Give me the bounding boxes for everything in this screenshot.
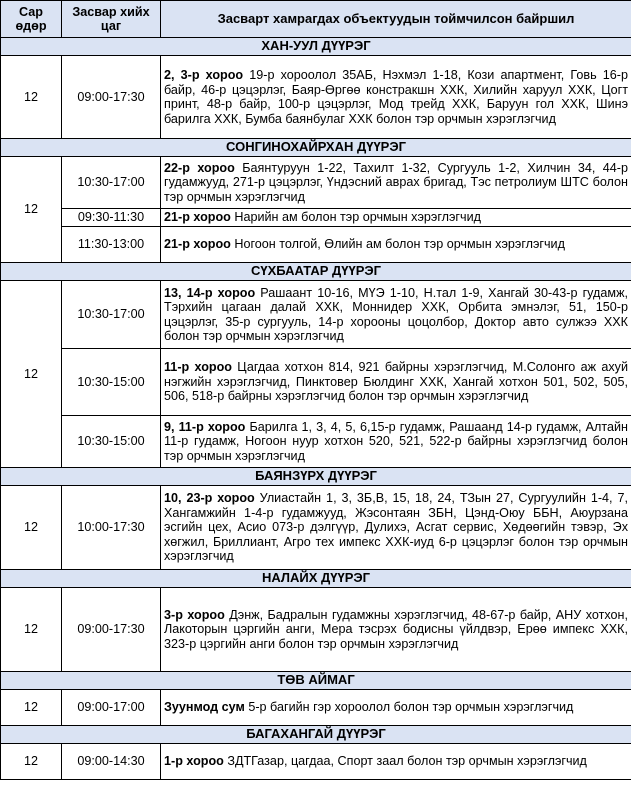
location-cell: [161, 227, 631, 263]
location-cell: [161, 349, 631, 416]
location-details: Барилга 1, 3, 4, 5, 6,15-р гудамж, Рашаанд 14-р гудамж, Алтайн 11-р гудамж, Ногоон нуур хотхон 520, 521, 522-р байрны хэрэглэгчид болон тэр орчмын хэрэглэгчид: [164, 419, 628, 463]
time-cell: 09:00-17:30: [62, 588, 161, 672]
district-header-row: [1, 139, 631, 157]
khoroo-label: 1-р хороо: [164, 754, 224, 769]
day-cell: 12: [1, 486, 62, 570]
time-cell: 09:00-14:30: [62, 744, 161, 780]
day-cell: 12: [1, 157, 62, 263]
day-cell: 12: [1, 588, 62, 672]
khoroo-label: 21-р хороо: [164, 210, 231, 225]
table-row: [1, 744, 631, 780]
table-header-row: [1, 1, 631, 38]
khoroo-label: 2, 3-р хороо: [164, 68, 244, 82]
location-details: Нарийн ам болон тэр орчмын хэрэглэгчид: [230, 210, 481, 225]
time-cell: 09:00-17:00: [62, 690, 161, 726]
table-row: [1, 588, 631, 672]
location-cell: [161, 209, 631, 227]
khoroo-label: 9, 11-р хороо: [164, 419, 246, 434]
district-name: НАЛАЙХ ДҮҮРЭГ: [1, 570, 631, 588]
district-name: ТӨВ АЙМАГ: [1, 672, 631, 690]
district-header-row: [1, 38, 631, 56]
location-cell: [161, 588, 631, 672]
table-row: [1, 209, 631, 227]
khoroo-label: 13, 14-р хороо: [164, 285, 256, 300]
district-header-row: [1, 570, 631, 588]
khoroo-label: 22-р хороо: [164, 160, 235, 175]
district-name: СҮХБААТАР ДҮҮРЭГ: [1, 263, 631, 281]
district-header-row: [1, 263, 631, 281]
location-details: Рашаант 10-16, МҮЭ 1-10, Н.тал 1-9, Хангай 30-43-р гудамж, Тэрхийн цагаан далай ХХК, Моннидер ХХК, Орбита эмнэлэг, 51, 150-р цэцэрлэг, 35-р сургууль, 14-р хорооны цоцолбор, Доктор авто сулжээ ХХК болон тэр орчмын хэрэглэгчид: [164, 285, 628, 343]
district-name: СОНГИНОХАЙРХАН ДҮҮРЭГ: [1, 139, 631, 157]
location-details: Баянтуруун 1-22, Тахилт 1-32, Сургууль 1-2, Хилчин 34, 44-р гудамжууд, 271-р цэцэрлэг, Үндэсний аврах бригад, Тэс петролиум ШТС болон тэр орчмын хэрэглэгчид: [164, 160, 629, 204]
table-row: [1, 227, 631, 263]
time-cell: 10:30-15:00: [62, 416, 161, 468]
location-cell: [161, 416, 631, 468]
khoroo-label: 21-р хороо: [164, 237, 231, 252]
location-details: Ногоон толгой, Өлийн ам болон тэр орчмын хэрэглэгчид: [230, 237, 565, 252]
header-time: Засвар хийх цаг: [62, 1, 161, 38]
district-name: БАГАХАНГАЙ ДҮҮРЭГ: [1, 726, 631, 744]
header-day: Сар өдөр: [1, 1, 62, 38]
time-cell: 10:30-17:00: [62, 157, 161, 209]
location-cell: [161, 157, 631, 209]
district-header-row: [1, 672, 631, 690]
table-row: [1, 486, 631, 570]
time-cell: 11:30-13:00: [62, 227, 161, 263]
district-header-row: [1, 726, 631, 744]
day-cell: 12: [1, 281, 62, 468]
table-row: [1, 56, 631, 139]
location-cell: [161, 744, 631, 780]
khoroo-label: Зуунмод сум: [164, 700, 245, 715]
location-details: Дэнж, Бадралын гудамжны хэрэглэгчид, 48-67-р байр, АНУ хотхон, Лакоторын цэргийн анги, Мера тэсрэх бодисны үйлдвэр, Ерөө импекс ХХК, 323-р цэргийн анги болон тэр орчмын хэрэглэгчид: [164, 607, 628, 651]
district-header-row: [1, 468, 631, 486]
location-cell: [161, 690, 631, 726]
time-cell: 09:30-11:30: [62, 209, 161, 227]
table-body: [1, 38, 631, 780]
location-details: 19-р хороолол 35АБ, Нэхмэл 1-18, Кози апартмент, Говь 16-р байр, 46-р цэцэрлэг, Баяр-Өргөө констракшн ХХК, Хилийн харуул ХХК, Цогт принт, 48-р байр, 100-р цэцэрлэг, Мод трейд ХХК, Баруун гол ХХК, Шинэ барилга ХХК, Бумба баянбулаг ХХК болон тэр орчмын хэрэглэгчид: [164, 68, 629, 126]
location-details: ЗДТГазар, цагдаа, Спорт заал болон тэр орчмын хэрэглэгчид: [223, 754, 587, 769]
table-row: [1, 157, 631, 209]
time-cell: 10:00-17:30: [62, 486, 161, 570]
time-cell: 10:30-17:00: [62, 281, 161, 349]
khoroo-label: 11-р хороо: [164, 360, 232, 375]
district-name: БАЯНЗҮРХ ДҮҮРЭГ: [1, 468, 631, 486]
location-details: Цагдаа хотхон 814, 921 байрны хэрэглэгчид, М.Солонго аж ахуй нэгжийн хэрэглэгчид, Пинктовер Бюлдинг ХХК, Хангай хотхон 501, 502, 505, 506, 518-р байрны хэрэглэгчид болон тэр орчмын хэрэглэгчид: [164, 360, 628, 404]
header-location: Засварт хамрагдах объектуудын тоймчилсон байршил: [161, 1, 631, 38]
khoroo-label: 3-р хороо: [164, 607, 225, 622]
location-details: 5-р багийн гэр хороолол болон тэр орчмын хэрэглэгчид: [244, 700, 574, 715]
table-row: [1, 416, 631, 468]
location-cell: [161, 486, 631, 570]
khoroo-label: 10, 23-р хороо: [164, 491, 255, 506]
location-cell: [161, 56, 631, 139]
time-cell: 10:30-15:00: [62, 349, 161, 416]
location-cell: [161, 281, 631, 349]
day-cell: 12: [1, 744, 62, 780]
district-name: ХАН-УУЛ ДҮҮРЭГ: [1, 38, 631, 56]
day-cell: 12: [1, 690, 62, 726]
table-row: [1, 349, 631, 416]
day-cell: 12: [1, 56, 62, 139]
time-cell: 09:00-17:30: [62, 56, 161, 139]
table-row: [1, 690, 631, 726]
location-details: Улиастайн 1, 3, 3Б,В, 15, 18, 24, ТЗын 27, Сургуулийн 1-4, 7, Хангамжийн 1-4-р гудамжууд, Жэсонтаян ЗБН, Цэнд-Оюу ББН, Аюурзана эсгийн цех, Асио 073-р дэлгүүр, Дулихэ, Асгат сервис, Хөдөөгийн тэвэр, Эх хөгжил, Бриллиант, Агро тех импекс ХХК-иуд 6-р цэцэрлэг болон тэр орчмын хэрэглэгчид: [164, 491, 628, 564]
table-row: [1, 281, 631, 349]
